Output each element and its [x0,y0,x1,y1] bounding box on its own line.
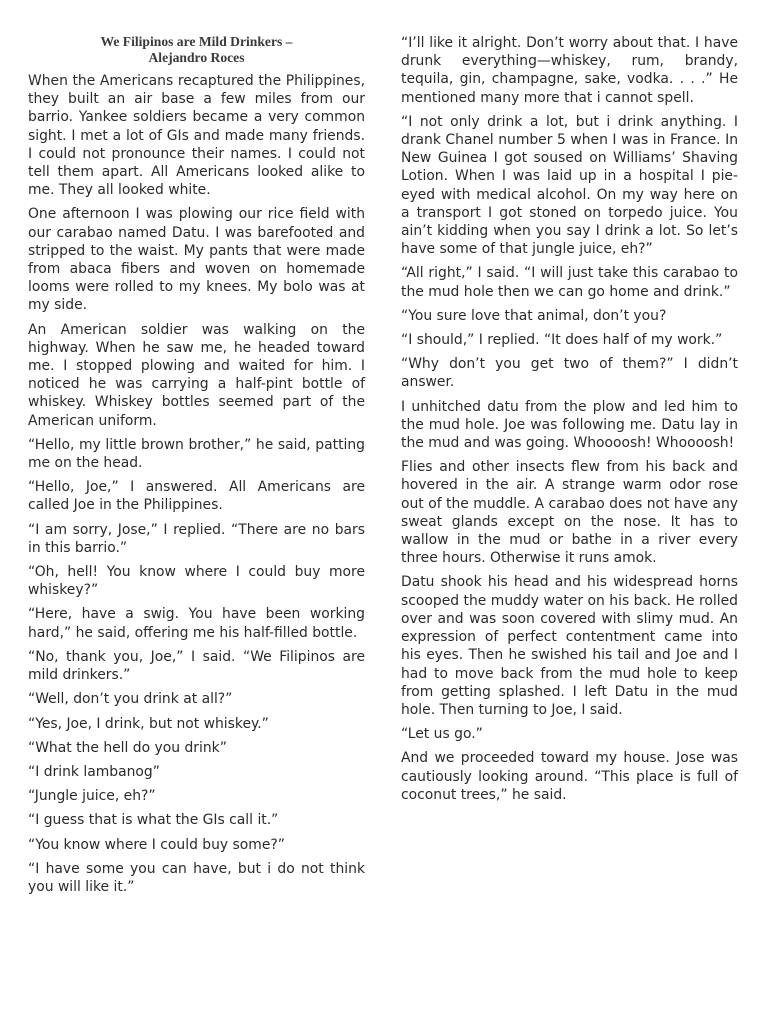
article-title [28,34,365,66]
paragraph: “Here, have a swig. You have been working hard,” he said, offering me his half-filled bottle. [28,606,365,641]
paragraph: One afternoon I was plowing our rice field with our carabao named Datu. I was barefooted and stripped to the waist. My pants that were made from abaca fibers and woven on homemade looms were rolled to my knees. My bolo was at my side. [28,206,365,314]
paragraph: “Oh, hell! You know where I could buy more whiskey?” [28,564,365,599]
paragraph: “What the hell do you drink” [28,739,227,756]
paragraph: And we proceeded toward my house. Jose was cautiously looking around. “This place is full of coconut trees,” he said. [401,750,738,803]
paragraph: Datu shook his head and his widespread horns scooped the muddy water on his back. He rolled over and was soon covered with slimy mud. An expression of perfect contentment came into his eyes. Then he swished his tail and Joe and I had to move back from the mud hole to keep from getting splashed. I left Datu in the mud hole. Then turning to Joe, I said. [401,574,738,718]
paragraph: I unhitched datu from the plow and led him to the mud hole. Joe was following me. Datu lay in the mud and was going. Whoooosh! Whoooosh! [401,398,738,452]
title-author: Alejandro Roces [148,50,245,65]
paragraph: “You know where I could buy some?” [28,836,285,853]
paragraph: “Yes, Joe, I drink, but not whiskey.” [28,715,269,732]
paragraph: “You sure love that animal, don’t you? [401,307,667,324]
paragraph: “I have some you can have, but i do not think you will like it.” [28,860,365,895]
document-page [28,34,768,902]
paragraph: “Let us go.” [401,726,483,743]
paragraph: “No, thank you, Joe,” I said. “We Filipinos are mild drinkers.” [28,648,365,684]
paragraph: “I not only drink a lot, but i drink anything. I drank Chanel number 5 when I was in France. In New Guinea I got soused on Williams’ Shaving Lotion. When I was laid up in a hospital I pie-eyed with medical alcohol. On my way here on a transport I got stoned on torpedo juice. You ain’t kidding when you say I drink a lot. So let’s have some of that jungle juice, eh?” [401,113,738,258]
paragraph: “All right,” I said. “I will just take this carabao to the mud hole then we can go home and drink.” [401,265,738,300]
paragraph: “Well, don’t you drink at all?” [28,691,233,708]
left-column [28,34,365,902]
paragraph: “Jungle juice, eh?” [28,788,156,805]
right-column [401,34,738,902]
paragraph: Flies and other insects flew from his back and hovered in the air. A strange warm odor rose out of the muddle. A carabao does not have any sweat glands except on the nose. It has to wallow in the mud or bathe in a river every three hours. Otherwise it runs amok. [401,459,738,567]
paragraph: “Hello, my little brown brother,” he said, patting me on the head. [28,436,365,472]
paragraph: “I’ll like it alright. Don’t worry about that. I have drunk everything—whiskey, rum, brandy, tequila, gin, champagne, sake, vodka. . . .” He mentioned many more that i cannot spell. [401,35,738,106]
paragraph: “Hello, Joe,” I answered. All Americans are called Joe in the Philippines. [28,479,365,514]
paragraph: “I guess that is what the GIs call it.” [28,812,279,829]
title-line-1: We Filipinos are Mild Drinkers – [100,34,293,49]
paragraph: When the Americans recaptured the Philippines, they built an air base a few miles from our barrio. Yankee soldiers became a very common sight. I met a lot of GIs and made many friends. I could not pronounce their names. I could not tell them apart. All Americans looked alike to me. They all looked white. [28,73,365,199]
paragraph: “I am sorry, Jose,” I replied. “There are no bars in this barrio.” [28,521,365,556]
paragraph: An American soldier was walking on the highway. When he saw me, he headed toward me. I stopped plowing and waited for him. I noticed he was carrying a half-pint bottle of whiskey. Whiskey bottles seemed part of the American uniform. [28,321,365,429]
paragraph: “I drink lambanog” [28,763,160,780]
paragraph: “I should,” I replied. “It does half of my work.” [401,332,723,349]
paragraph: “Why don’t you get two of them?” I didn’t answer. [401,356,738,391]
